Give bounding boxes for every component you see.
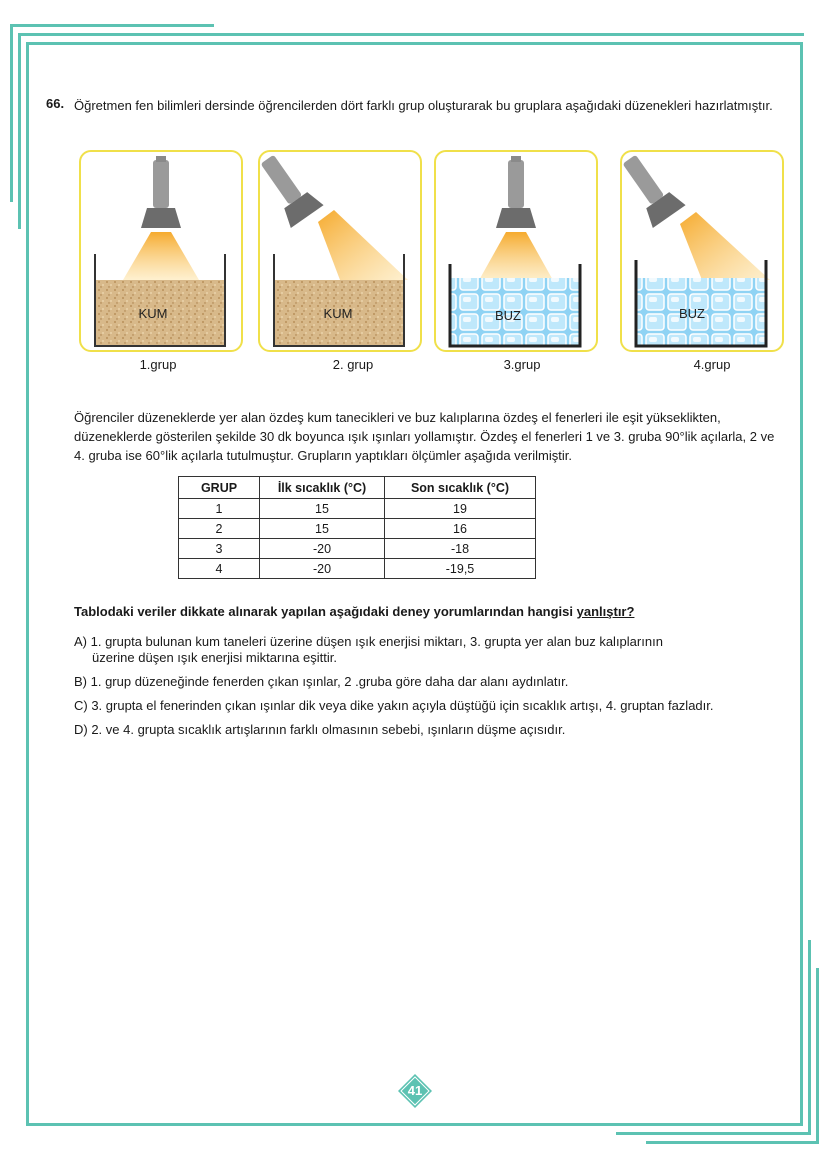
cell-initial: -20 (260, 539, 385, 559)
cell-final: -18 (385, 539, 536, 559)
cell-final: -19,5 (385, 559, 536, 579)
table-row (179, 559, 536, 579)
setup-caption-1: 1.grup (139, 357, 177, 372)
page-number: 41 (407, 1083, 423, 1098)
cell-group: 4 (179, 559, 260, 579)
setup-caption-2: 2. grup (332, 357, 374, 372)
option-a[interactable] (74, 634, 786, 666)
experiment-description: Öğrenciler düzeneklerde yer alan özdeş kum tanecikleri ve buz kalıplarına özdeş el fenerleri ile eşit yükseklikten, düzeneklerde gösterilen şekilde 30 dk boyunca ışık ışınları yollamıştır. Özdeş el fenerleri 1 ve 3. gruba 90°lik açılarla, 2 ve 4. gruba ise 60°lik açılarla tutulmuştur. Grupların yaptıkları ölçümler aşağıda verilmiştir. (74, 410, 775, 463)
prompt-emphasis: yanlıştır? (576, 604, 635, 619)
frame-br-3 (816, 968, 819, 1143)
setup-illustration-4 (622, 152, 782, 350)
frame-br-4 (646, 1141, 819, 1144)
frame-left (26, 42, 29, 1124)
cell-final: 16 (385, 519, 536, 539)
option-b[interactable]: B) 1. grup düzeneğinde fenerden çıkan ışınlar, 2 .gruba göre daha dar alanı aydınlatır. (74, 674, 569, 689)
setup-illustration-1 (81, 152, 241, 350)
material-label-4: BUZ (679, 306, 705, 321)
setup-illustration-2 (260, 152, 420, 350)
material-label-2: KUM (323, 306, 353, 321)
cell-initial: 15 (260, 499, 385, 519)
table-header-row (179, 477, 536, 499)
page-number-badge (398, 1074, 432, 1108)
question-number: 66. (46, 96, 65, 111)
setup-panel-1 (79, 150, 243, 352)
cell-initial: -20 (260, 559, 385, 579)
frame-right (800, 42, 803, 1126)
material-label-1: KUM (138, 306, 168, 321)
measurement-table (178, 476, 536, 579)
cell-initial: 15 (260, 519, 385, 539)
frame-top-left-1 (10, 24, 214, 27)
option-a-line1: A) 1. grupta bulunan kum taneleri üzerine düşen ışık enerjisi miktarı, 3. grupta yer alan buz kalıplarının (74, 634, 663, 649)
setup-panel-3 (434, 150, 598, 352)
table-row (179, 519, 536, 539)
table-row (179, 499, 536, 519)
frame-bottom (26, 1123, 803, 1126)
question-prompt (74, 604, 634, 619)
cell-final: 19 (385, 499, 536, 519)
cell-group: 1 (179, 499, 260, 519)
frame-top-left-3 (18, 33, 21, 229)
prompt-main: Tablodaki veriler dikkate alınarak yapılan aşağıdaki deney yorumlarından hangisi (74, 604, 574, 619)
setup-illustration-3 (436, 152, 596, 350)
header-initial-temp: İlk sıcaklık (°C) (260, 477, 385, 499)
table-row (179, 539, 536, 559)
cell-group: 2 (179, 519, 260, 539)
frame-top-left-2 (10, 24, 13, 202)
option-c[interactable]: C) 3. grupta el fenerinden çıkan ışınlar dik veya dike yakın açıyla düştüğü için sıcaklık artışı, 4. gruptan fazladır. (74, 698, 714, 713)
material-label-3: BUZ (495, 308, 521, 323)
header-group: GRUP (179, 477, 260, 499)
setup-panel-4 (620, 150, 784, 352)
question-intro: Öğretmen fen bilimleri dersinde öğrencilerden dört farklı grup oluşturarak bu gruplara aşağıdaki düzenekleri hazırlatmıştır. (74, 98, 773, 113)
header-final-temp: Son sıcaklık (°C) (385, 477, 536, 499)
cell-group: 3 (179, 539, 260, 559)
frame-br-1 (808, 940, 811, 1134)
option-d[interactable]: D) 2. ve 4. grupta sıcaklık artışlarının farklı olmasının sebebi, ışınların düşme açısıdır. (74, 722, 566, 737)
setup-caption-3: 3.grup (503, 357, 541, 372)
option-a-line2: üzerine düşen ışık enerjisi miktarına eşittir. (92, 650, 337, 665)
frame-top-inner (26, 42, 802, 45)
setup-caption-4: 4.grup (693, 357, 731, 372)
setup-panel-2 (258, 150, 422, 352)
frame-br-2 (616, 1132, 811, 1135)
frame-top (18, 33, 804, 36)
